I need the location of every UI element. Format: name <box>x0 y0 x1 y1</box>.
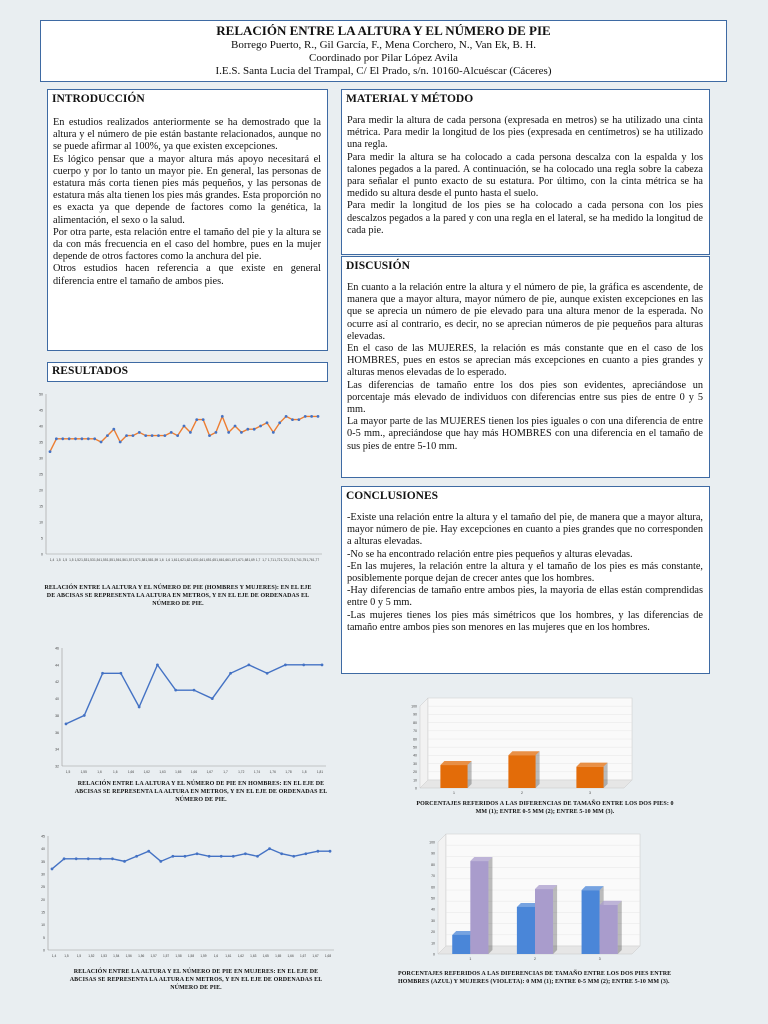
data-point <box>147 850 150 853</box>
y-tick-label: 30 <box>39 456 43 461</box>
chart-height-vs-foot-men <box>36 640 332 776</box>
data-point <box>234 425 237 428</box>
y-tick-label: 20 <box>431 930 435 935</box>
poster-title: RELACIÓN ENTRE LA ALTURA Y EL NÚMERO DE PIE <box>216 23 551 38</box>
data-point <box>232 855 235 858</box>
y-tick-label: 30 <box>431 918 435 923</box>
bar <box>576 767 603 788</box>
bar-top <box>508 751 539 755</box>
x-tick-label: 1,5 <box>56 558 61 562</box>
x-tick-label: 1,7 <box>255 558 261 562</box>
chart-foot-difference-by-sex <box>418 830 646 964</box>
data-point <box>240 431 243 434</box>
data-point <box>329 850 332 853</box>
data-point <box>61 437 64 440</box>
x-tick-label: 1,72 <box>238 770 245 774</box>
bar-top <box>440 761 471 765</box>
x-tick-label: 1,78 <box>285 770 292 774</box>
x-tick-label: 1,59 <box>151 558 159 562</box>
x-tick-label: 1,6 <box>213 954 219 958</box>
data-point <box>106 434 109 437</box>
data-point <box>229 672 232 675</box>
x-tick-label: 1 <box>453 791 455 795</box>
y-tick-label: 38 <box>55 713 59 718</box>
y-tick-label: 32 <box>55 764 59 769</box>
chart-height-vs-foot-women <box>34 824 342 964</box>
x-tick-label: 1,56 <box>125 954 132 958</box>
data-point <box>171 855 174 858</box>
paragraph: Otros estudios hacen referencia a que existe en general diferencia entre el tamaño de ambos pies. <box>53 263 321 287</box>
chart-foot-difference-all <box>400 688 640 796</box>
y-tick-label: 70 <box>431 874 435 879</box>
y-tick-label: 15 <box>41 910 45 915</box>
x-tick-label: 1,69 <box>248 558 255 562</box>
discusion-section <box>341 256 710 478</box>
chart-caption: PORCENTAJES REFERIDOS A LAS DIFERENCIAS DE TAMAÑO ENTRE LOS DOS PIES ENTRE HOMBRES (AZUL) Y MUJERES (VIOLETA): 0 MM (1); ENTRE 0-5 MM (2); ENTRE 5-10 MM (3). <box>398 971 672 985</box>
x-tick-label: 1,66 <box>216 558 223 562</box>
x-tick-label: 1,67 <box>206 770 213 774</box>
y-tick-label: 35 <box>41 859 45 864</box>
authors: Borrego Puerto, R., Gil García, F., Mena Corchero, N., Van Ek, B. H. <box>230 39 537 51</box>
data-point <box>310 415 313 418</box>
y-tick-label: 50 <box>413 745 417 750</box>
data-point <box>211 697 214 700</box>
data-point <box>208 855 211 858</box>
data-point <box>321 663 324 666</box>
conclusiones-section <box>341 486 710 674</box>
paragraph: Por otra parte, esta relación entre el tamaño del pie y la altura se da con más frecuencia en el caso del hombre, pues en la mujer depende de otros factores como la anchura del pie. <box>53 226 321 263</box>
x-tick-label: 1,67 <box>312 954 319 958</box>
y-tick-label: 60 <box>431 885 435 890</box>
data-point <box>266 672 269 675</box>
data-point <box>272 431 275 434</box>
data-point <box>125 434 128 437</box>
discusion-title: DISCUSIÓN <box>346 260 410 272</box>
x-tick-label: 1,75 <box>300 558 307 562</box>
x-tick-label: 1,53 <box>100 954 107 958</box>
x-tick-label: 1,4 <box>51 954 57 958</box>
x-tick-label: 1,67 <box>235 558 242 562</box>
x-tick-label: 1,61 <box>171 558 178 562</box>
data-point <box>202 418 205 421</box>
bar <box>582 890 600 954</box>
coordinator: Coordinado por Pilar López Avila <box>309 52 458 64</box>
data-point <box>74 437 77 440</box>
data-point <box>284 663 287 666</box>
data-point <box>68 437 71 440</box>
data-point <box>151 434 154 437</box>
x-tick-label: 1,63 <box>250 954 257 958</box>
data-point <box>119 441 122 444</box>
x-tick-label: 1,58 <box>145 558 152 562</box>
x-tick-label: 1,55 <box>106 558 114 562</box>
x-tick-label: 1,6 <box>97 770 102 774</box>
data-point <box>51 868 54 871</box>
data-point <box>156 663 159 666</box>
y-tick-label: 0 <box>415 786 417 791</box>
y-tick-label: 10 <box>41 923 45 928</box>
x-tick-label: 1,63 <box>159 770 166 774</box>
paragraph: En el caso de las MUJERES, la relación es más constante que en el caso de los HOMBRES, pues en estos se aprecian más excepciones en cuanto a pies grandes y alturas menos elevadas de lo esperado. <box>347 343 703 379</box>
x-tick-label: 1,71 <box>267 558 275 562</box>
y-tick-label: 0 <box>43 948 45 953</box>
x-tick-label: 1,6 <box>165 558 171 562</box>
x-tick-label: 1,62 <box>237 954 244 958</box>
paragraph: -Hay diferencias de tamaño entre ambos pies, la mayoria de ellas están comprendidas entre 0 y 5 mm. <box>347 585 703 609</box>
y-tick-label: 0 <box>433 952 435 957</box>
data-point <box>268 847 271 850</box>
x-tick-label: 1,66 <box>222 558 229 562</box>
poster-header <box>40 20 727 82</box>
material-text <box>342 115 709 237</box>
data-point <box>304 415 307 418</box>
paragraph: -Existe una relación entre la altura y el tamaño del pie, de manera que a mayor altura, mayor número de pie. Hay excepciones en cuanto a pies grandes que no corresponden a alturas elevadas. <box>347 512 703 548</box>
y-tick-label: 80 <box>413 720 417 725</box>
data-point <box>317 850 320 853</box>
x-tick-label: 1,61 <box>225 954 232 958</box>
x-tick-label: 1,6 <box>159 558 164 562</box>
data-point <box>135 855 138 858</box>
x-tick-label: 1,57 <box>150 954 157 958</box>
x-tick-label: 1,8 <box>302 770 307 774</box>
chart-caption: RELACIÓN ENTRE LA ALTURA Y EL NÚMERO DE PIE (HOMBRES Y MUJERES): EN EL EJE DE ABCISAS SE REPRESENTA LA ALTURA EN METROS, Y EN EL EJE DE ORDENADAS EL NÚMERO DE PIE. <box>44 585 312 607</box>
y-tick-label: 45 <box>41 834 45 839</box>
x-tick-label: 1,64 <box>196 558 204 562</box>
introduccion-title: INTRODUCCIÓN <box>52 93 145 105</box>
data-point <box>83 714 86 717</box>
y-tick-label: 25 <box>39 472 43 477</box>
y-tick-label: 90 <box>431 851 435 856</box>
x-tick-label: 1,56 <box>138 954 145 958</box>
y-tick-label: 5 <box>43 935 45 940</box>
data-point <box>176 434 179 437</box>
y-tick-label: 46 <box>55 646 59 651</box>
x-tick-label: 1,58 <box>139 558 146 562</box>
data-point <box>138 431 141 434</box>
bar <box>470 861 488 954</box>
paragraph: En cuanto a la relación entre la altura y el número de pie, la gráfica es ascendente, de manera que a mayor altura, mayor número de pie, aunque existen excepciones en las que se aprecia un número de pie elevado para una altura menor de la esperada. No ocurre así al contrario, es decir, no se aprecian números de pie pequeños para alturas elevadas. <box>347 282 703 342</box>
x-tick-label: 1,6 <box>113 770 118 774</box>
x-tick-label: 1,76 <box>269 770 276 774</box>
x-tick-label: 2 <box>521 791 523 795</box>
paragraph: En estudios realizados anteriormente se ha demostrado que la altura y el número de pie están bastante relacionados, aunque no se puede afirmar al 100%, ya que existen excepciones. <box>53 117 321 153</box>
x-tick-label: 3 <box>598 957 601 961</box>
data-point <box>253 428 256 431</box>
y-tick-label: 42 <box>55 680 59 685</box>
data-point <box>163 434 166 437</box>
x-tick-label: 1,62 <box>177 558 184 562</box>
y-tick-label: 0 <box>41 552 43 557</box>
x-tick-label: 1,72 <box>280 558 287 562</box>
x-tick-label: 1,68 <box>242 558 249 562</box>
y-tick-label: 34 <box>55 747 59 752</box>
x-tick-label: 1,65 <box>203 558 210 562</box>
y-tick-label: 35 <box>39 440 43 445</box>
data-point <box>302 663 305 666</box>
x-tick-label: 1,62 <box>184 558 191 562</box>
x-tick-label: 1,81 <box>316 770 324 774</box>
paragraph: La mayor parte de las MUJERES tienen los pies iguales o con una diferencia de entre 0-5 mm., apreciándose que hay más HOMBRES con una diferencia en el tamaño de sus pies de entre 5-10 mm. <box>347 416 703 452</box>
data-point <box>87 857 90 860</box>
x-tick-label: 1,58 <box>187 954 195 958</box>
x-tick-label: 1,53 <box>81 558 88 562</box>
y-tick-label: 10 <box>39 520 43 525</box>
data-point <box>196 852 199 855</box>
data-point <box>101 672 104 675</box>
data-point <box>292 855 295 858</box>
x-tick-label: 1,52 <box>88 954 95 958</box>
data-point <box>87 437 90 440</box>
y-tick-label: 100 <box>411 704 417 709</box>
x-tick-label: 1,54 <box>113 954 120 958</box>
x-tick-label: 1 <box>469 957 472 961</box>
paragraph: Para medir la longitud de los pies se ha colocado a cada persona con los pies descalzos pegados a la pared y con una regla en el lateral, se ha medido la longitud de cada pie. <box>347 200 703 236</box>
conclusiones-text <box>342 512 709 634</box>
y-tick-label: 40 <box>431 907 435 912</box>
data-point <box>174 689 177 692</box>
x-tick-label: 1,65 <box>175 770 182 774</box>
data-point <box>193 689 196 692</box>
discusion-text <box>342 282 709 453</box>
y-tick-label: 15 <box>39 504 43 509</box>
y-tick-label: 44 <box>55 663 59 668</box>
y-tick-label: 45 <box>39 408 43 413</box>
x-tick-label: 1,68 <box>324 954 332 958</box>
x-tick-label: 1,5 <box>65 770 71 774</box>
y-tick-label: 60 <box>413 737 417 742</box>
x-tick-label: 1,55 <box>80 770 87 774</box>
x-tick-label: 1,5 <box>62 558 68 562</box>
x-tick-label: 1,57 <box>132 558 139 562</box>
x-tick-label: 1,72 <box>274 558 281 562</box>
y-tick-label: 25 <box>41 885 45 890</box>
x-tick-label: 1,56 <box>113 558 120 562</box>
data-point <box>297 418 300 421</box>
data-point <box>111 857 114 860</box>
y-tick-label: 10 <box>413 778 417 783</box>
data-point <box>138 706 141 709</box>
chart-caption: PORCENTAJES REFERIDOS A LAS DIFERENCIAS DE TAMAÑO ENTRE LOS DOS PIES: 0 MM (1); ENTRE 0-5 MM (2); ENTRE 5-10 MM (3). <box>416 801 674 815</box>
data-point <box>112 428 115 431</box>
x-tick-label: 1,66 <box>287 954 294 958</box>
bar <box>517 907 535 954</box>
x-tick-label: 1,7 <box>223 770 228 774</box>
data-point <box>55 437 58 440</box>
bar-top <box>576 763 607 767</box>
chart-caption: RELACIÓN ENTRE LA ALTURA Y EL NÚMERO DE PIE EN HOMBRES: EN EL EJE DE ABCISAS SE REPRESENTA LA ALTURA EN METROS, Y EN EL EJE DE ORDENADAS EL NÚMERO DE PIE. <box>74 781 328 803</box>
y-tick-label: 30 <box>41 872 45 877</box>
chart-height-vs-foot-all <box>32 388 328 568</box>
conclusiones-title: CONCLUSIONES <box>346 490 439 502</box>
y-tick-label: 90 <box>413 712 417 717</box>
data-point <box>247 663 250 666</box>
data-point <box>65 722 68 725</box>
bar-side <box>553 885 557 954</box>
data-point <box>317 415 320 418</box>
x-tick-label: 1,57 <box>162 954 170 958</box>
x-tick-label: 1,65 <box>275 954 282 958</box>
x-tick-label: 1,56 <box>119 558 126 562</box>
data-point <box>304 852 307 855</box>
x-tick-label: 1,74 <box>253 770 261 774</box>
bar <box>440 765 467 788</box>
data-point <box>132 434 135 437</box>
data-point <box>100 441 103 444</box>
bar <box>535 889 553 954</box>
data-point <box>246 428 249 431</box>
paragraph: Para medir la altura se ha colocado a cada persona descalza con la espalda y los talones pegados a la pared. A continuación, se ha colocado una regla sobre la cabeza para señalar el punto exacto de su estatura. Por último, con la cinta métrica se ha medido su altura desde el punto hasta el suelo. <box>347 151 703 200</box>
data-point <box>278 421 281 424</box>
data-point <box>189 431 192 434</box>
y-tick-label: 40 <box>413 753 417 758</box>
data-point <box>170 431 173 434</box>
x-tick-label: 1,65 <box>209 558 217 562</box>
data-point <box>259 425 262 428</box>
data-point <box>144 434 147 437</box>
x-tick-label: 1,5 <box>76 954 82 958</box>
x-tick-label: 1,74 <box>293 558 300 562</box>
data-point <box>244 852 247 855</box>
data-point <box>184 855 187 858</box>
x-tick-label: 1,66 <box>190 770 198 774</box>
series-line <box>52 849 330 869</box>
data-point <box>195 418 198 421</box>
bar-side <box>536 751 540 788</box>
paragraph: -En las mujeres, la relación entre la altura y el tamaño de los pies es más constante, posiblemente porque dejan de crecer antes que los hombres. <box>347 560 703 585</box>
data-point <box>157 434 160 437</box>
y-tick-label: 70 <box>413 729 417 734</box>
material-section <box>341 89 710 255</box>
bar <box>508 755 535 788</box>
data-point <box>63 857 66 860</box>
x-tick-label: 1,55 <box>100 558 107 562</box>
y-tick-label: 40 <box>41 847 45 852</box>
y-tick-label: 20 <box>413 770 417 775</box>
x-tick-label: 1,66 <box>127 770 135 774</box>
x-tick-label: 1,67 <box>299 954 307 958</box>
x-tick-label: 1,54 <box>93 558 101 562</box>
x-tick-label: 1,5 <box>64 954 69 958</box>
x-tick-label: 1,73 <box>287 558 294 562</box>
data-point <box>159 860 162 863</box>
side-wall <box>438 834 446 954</box>
y-tick-label: 40 <box>55 697 59 702</box>
bar-side <box>604 763 608 788</box>
x-tick-label: 2 <box>534 957 536 961</box>
data-point <box>220 855 223 858</box>
y-tick-label: 100 <box>429 840 435 845</box>
data-point <box>183 425 186 428</box>
bar <box>600 905 618 954</box>
data-point <box>285 415 288 418</box>
x-tick-label: 1,63 <box>190 558 197 562</box>
y-tick-label: 20 <box>41 897 45 902</box>
x-tick-label: 1,57 <box>126 558 133 562</box>
paragraph: -No se ha encontrado relación entre pies pequeños y alturas elevadas. <box>347 548 633 560</box>
data-point <box>266 421 269 424</box>
x-tick-label: 1,59 <box>200 954 207 958</box>
introduccion-section <box>47 89 328 351</box>
bar-side <box>468 761 472 788</box>
data-point <box>49 450 52 453</box>
x-tick-label: 1,77 <box>312 558 320 562</box>
x-tick-label: 1,58 <box>175 954 182 958</box>
y-tick-label: 50 <box>39 392 43 397</box>
data-point <box>208 434 211 437</box>
school-address: I.E.S. Santa Lucia del Trampal, C/ El Prado, s/n. 10160-Alcuéscar (Cáceres) <box>215 65 552 77</box>
data-point <box>221 415 224 418</box>
paragraph: Las diferencias de tamaño entre los dos pies son evidentes, apreciándose un porcentaje más elevado de individuos con diferencias entre sus pies de entre 0 y 5 mm. <box>347 379 703 416</box>
data-point <box>81 437 84 440</box>
x-tick-label: 1,5 <box>69 558 74 562</box>
data-point <box>256 855 259 858</box>
data-point <box>99 857 102 860</box>
paragraph: -Las mujeres tienes los pies más simétricos que los hombres, y las diferencias de tamaño entre ambos pies son menores en las mujeres que en los hombres. <box>347 609 703 633</box>
x-tick-label: 1,65 <box>262 954 269 958</box>
x-tick-label: 1,67 <box>229 558 236 562</box>
x-tick-label: 3 <box>589 791 591 795</box>
introduccion-text <box>48 117 327 288</box>
resultados-section <box>47 362 328 382</box>
data-point <box>280 852 283 855</box>
bar-side <box>618 901 622 954</box>
data-point <box>93 437 96 440</box>
chart-caption: RELACIÓN ENTRE LA ALTURA Y EL NÚMERO DE PIE EN MUJERES: EN EL EJE DE ABCISAS SE REPRESENTA LA ALTURA EN METROS, Y EN EL EJE DE ORDENADAS EL NÚMERO DE PIE. <box>69 969 323 991</box>
y-tick-label: 20 <box>39 488 43 493</box>
x-tick-label: 1,52 <box>74 558 81 562</box>
x-tick-label: 1,7 <box>262 558 267 562</box>
resultados-title: RESULTADOS <box>52 365 129 377</box>
y-tick-label: 40 <box>39 424 43 429</box>
y-tick-label: 5 <box>41 536 43 541</box>
x-tick-label: 1,4 <box>49 558 55 562</box>
bar <box>452 935 470 954</box>
x-tick-label: 1,76 <box>306 558 313 562</box>
paragraph: Es lógico pensar que a mayor altura más apoyo necesitará el cuerpo y por lo tanto un mayor pie. En general, las personas de estatura más corta tienen pies más pequeños, y las personas de estatura más alta tienen los pies más grandes. Esta proporción no es exacta ya que depende de factores como la genética, la alimentación, el sexo o la salud. <box>53 153 321 226</box>
series-line <box>66 665 322 724</box>
series-line <box>50 416 318 451</box>
data-point <box>227 431 230 434</box>
data-point <box>75 857 78 860</box>
y-tick-label: 10 <box>431 941 435 946</box>
data-point <box>119 672 122 675</box>
data-point <box>215 431 218 434</box>
y-tick-label: 30 <box>413 761 417 766</box>
x-tick-label: 1,62 <box>143 770 150 774</box>
x-tick-label: 1,53 <box>87 558 94 562</box>
material-title: MATERIAL Y MÉTODO <box>346 93 474 105</box>
data-point <box>291 418 294 421</box>
bar-side <box>488 857 492 954</box>
y-tick-label: 36 <box>55 730 59 735</box>
paragraph: Para medir la altura de cada persona (expresada en metros) se ha utilizado una cinta métrica. Para medir la longitud de los pies (expresada en centímetros) se ha utilizado una regla. <box>347 115 703 151</box>
side-wall <box>420 698 428 788</box>
y-tick-label: 50 <box>431 896 435 901</box>
y-tick-label: 80 <box>431 862 435 867</box>
data-point <box>123 860 126 863</box>
